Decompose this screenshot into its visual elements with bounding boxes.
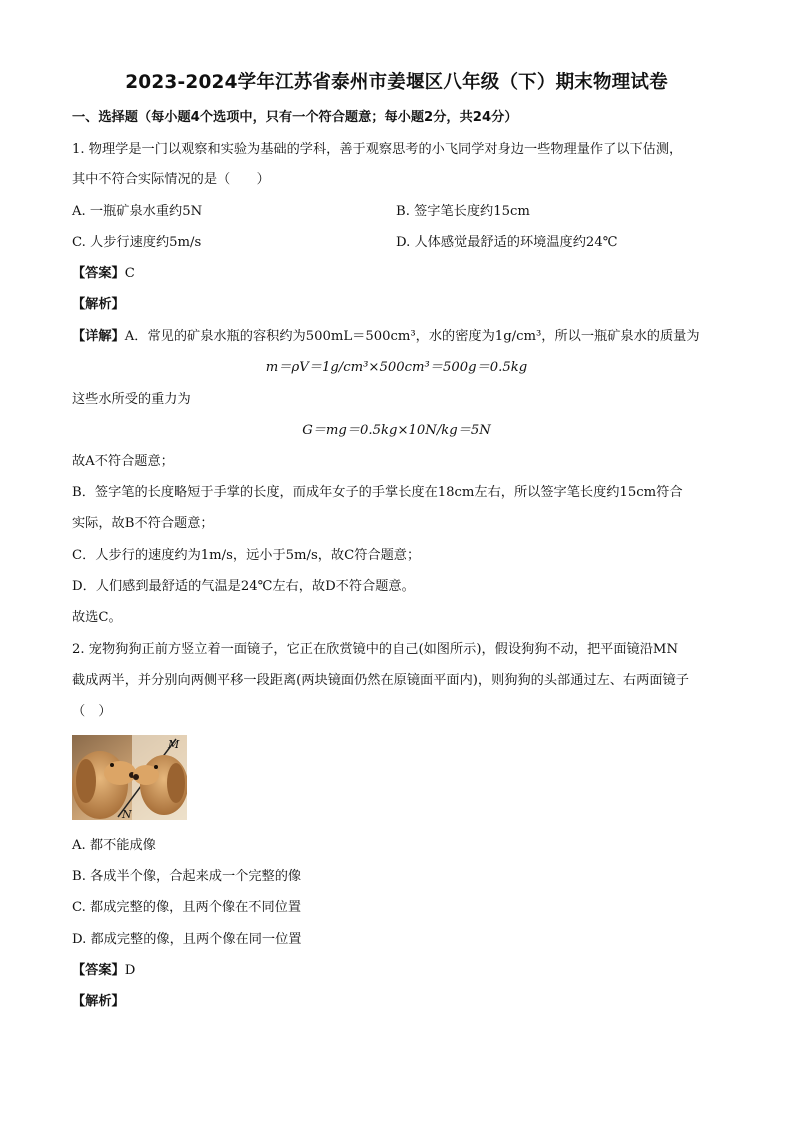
q2-option-a: A. 都不能成像 — [72, 838, 156, 853]
q1-stem-line1: 1. 物理学是一门以观察和实验为基础的学科，善于观察思考的小飞同学对身边一些物理量作了以下估测， — [72, 142, 683, 157]
q1-analysis-label: 【解析】 — [72, 297, 125, 312]
q1-answer-value: C — [124, 266, 135, 281]
q2-analysis-label: 【解析】 — [72, 994, 125, 1009]
q2-option-c: C. 都成完整的像，且两个像在不同位置 — [72, 900, 302, 915]
q1-b-line1: B．签字笔的长度略短于手掌的长度，而成年女子的手掌长度在18cm左右，所以签字笔长度约15cm符合 — [72, 485, 683, 500]
q1-c-line: C．人步行的速度约为1m/s，远小于5m/s，故C符合题意； — [72, 548, 421, 563]
q1-detail-text: A．常见的矿泉水瓶的容积约为500mL＝500cm³，水的密度为1g/cm³，所以一瓶矿泉水的质量为 — [124, 329, 700, 344]
q2-option-b: B. 各成半个像，合起来成一个完整的像 — [72, 869, 302, 884]
q1-weight-intro: 这些水所受的重力为 — [72, 392, 191, 407]
q1-a-conclusion: 故A不符合题意； — [72, 454, 174, 469]
q1-detail-line1 — [72, 327, 700, 347]
dog-mirror-figure — [72, 735, 187, 820]
figure-label-n: N — [122, 808, 132, 820]
q2-stem-line1: 2. 宠物狗狗正前方竖立着一面镜子，它正在欣赏镜中的自己(如图所示)，假设狗狗不动，把平面镜沿MN — [72, 642, 678, 657]
q1-d-line: D．人们感到最舒适的气温是24℃左右，故D不符合题意。 — [72, 579, 415, 594]
section-heading: 一、选择题（每小题4个选项中，只有一个符合题意；每小题2分，共24分） — [72, 110, 518, 125]
q1-option-b: B. 签字笔长度约15cm — [396, 204, 530, 219]
q1-formula-mass: m＝ρV＝1g/cm³×500cm³＝500g＝0.5kg — [265, 360, 528, 375]
q1-options-row1 — [72, 202, 722, 222]
figure-label-m: M — [168, 738, 180, 751]
q1-options-row2 — [72, 233, 722, 253]
q1-detail-label: 【详解】 — [72, 329, 125, 344]
q2-stem-line2: 截成两半，并分别向两侧平移一段距离(两块镜面仍然在原镜面平面内)，则狗狗的头部通过左、右两面镜子 — [72, 673, 689, 688]
q2-answer-value: D — [124, 963, 136, 978]
q2-answer-label: 【答案】 — [72, 963, 125, 978]
q1-stem-line2: 其中不符合实际情况的是（ ） — [72, 172, 270, 187]
dog-mirror-illustration — [72, 735, 187, 820]
q1-option-d: D. 人体感觉最舒适的环境温度约24℃ — [396, 235, 618, 250]
q1-option-a: A. 一瓶矿泉水重约5N — [72, 204, 203, 219]
q1-formula-weight: G＝mg＝0.5kg×10N/kg＝5N — [302, 423, 491, 438]
q2-stem-line3: （ ） — [72, 704, 112, 719]
q2-option-d: D. 都成完整的像，且两个像在同一位置 — [72, 932, 302, 947]
q2-answer — [72, 961, 135, 981]
q1-final-choice: 故选C。 — [72, 610, 122, 625]
q1-option-c: C. 人步行速度约5m/s — [72, 235, 202, 250]
page-title: 2023-2024学年江苏省泰州市姜堰区八年级（下）期末物理试卷 — [125, 72, 668, 93]
q1-answer-label: 【答案】 — [72, 266, 125, 281]
q1-answer — [72, 264, 135, 284]
q1-b-line2: 实际，故B不符合题意； — [72, 516, 214, 531]
